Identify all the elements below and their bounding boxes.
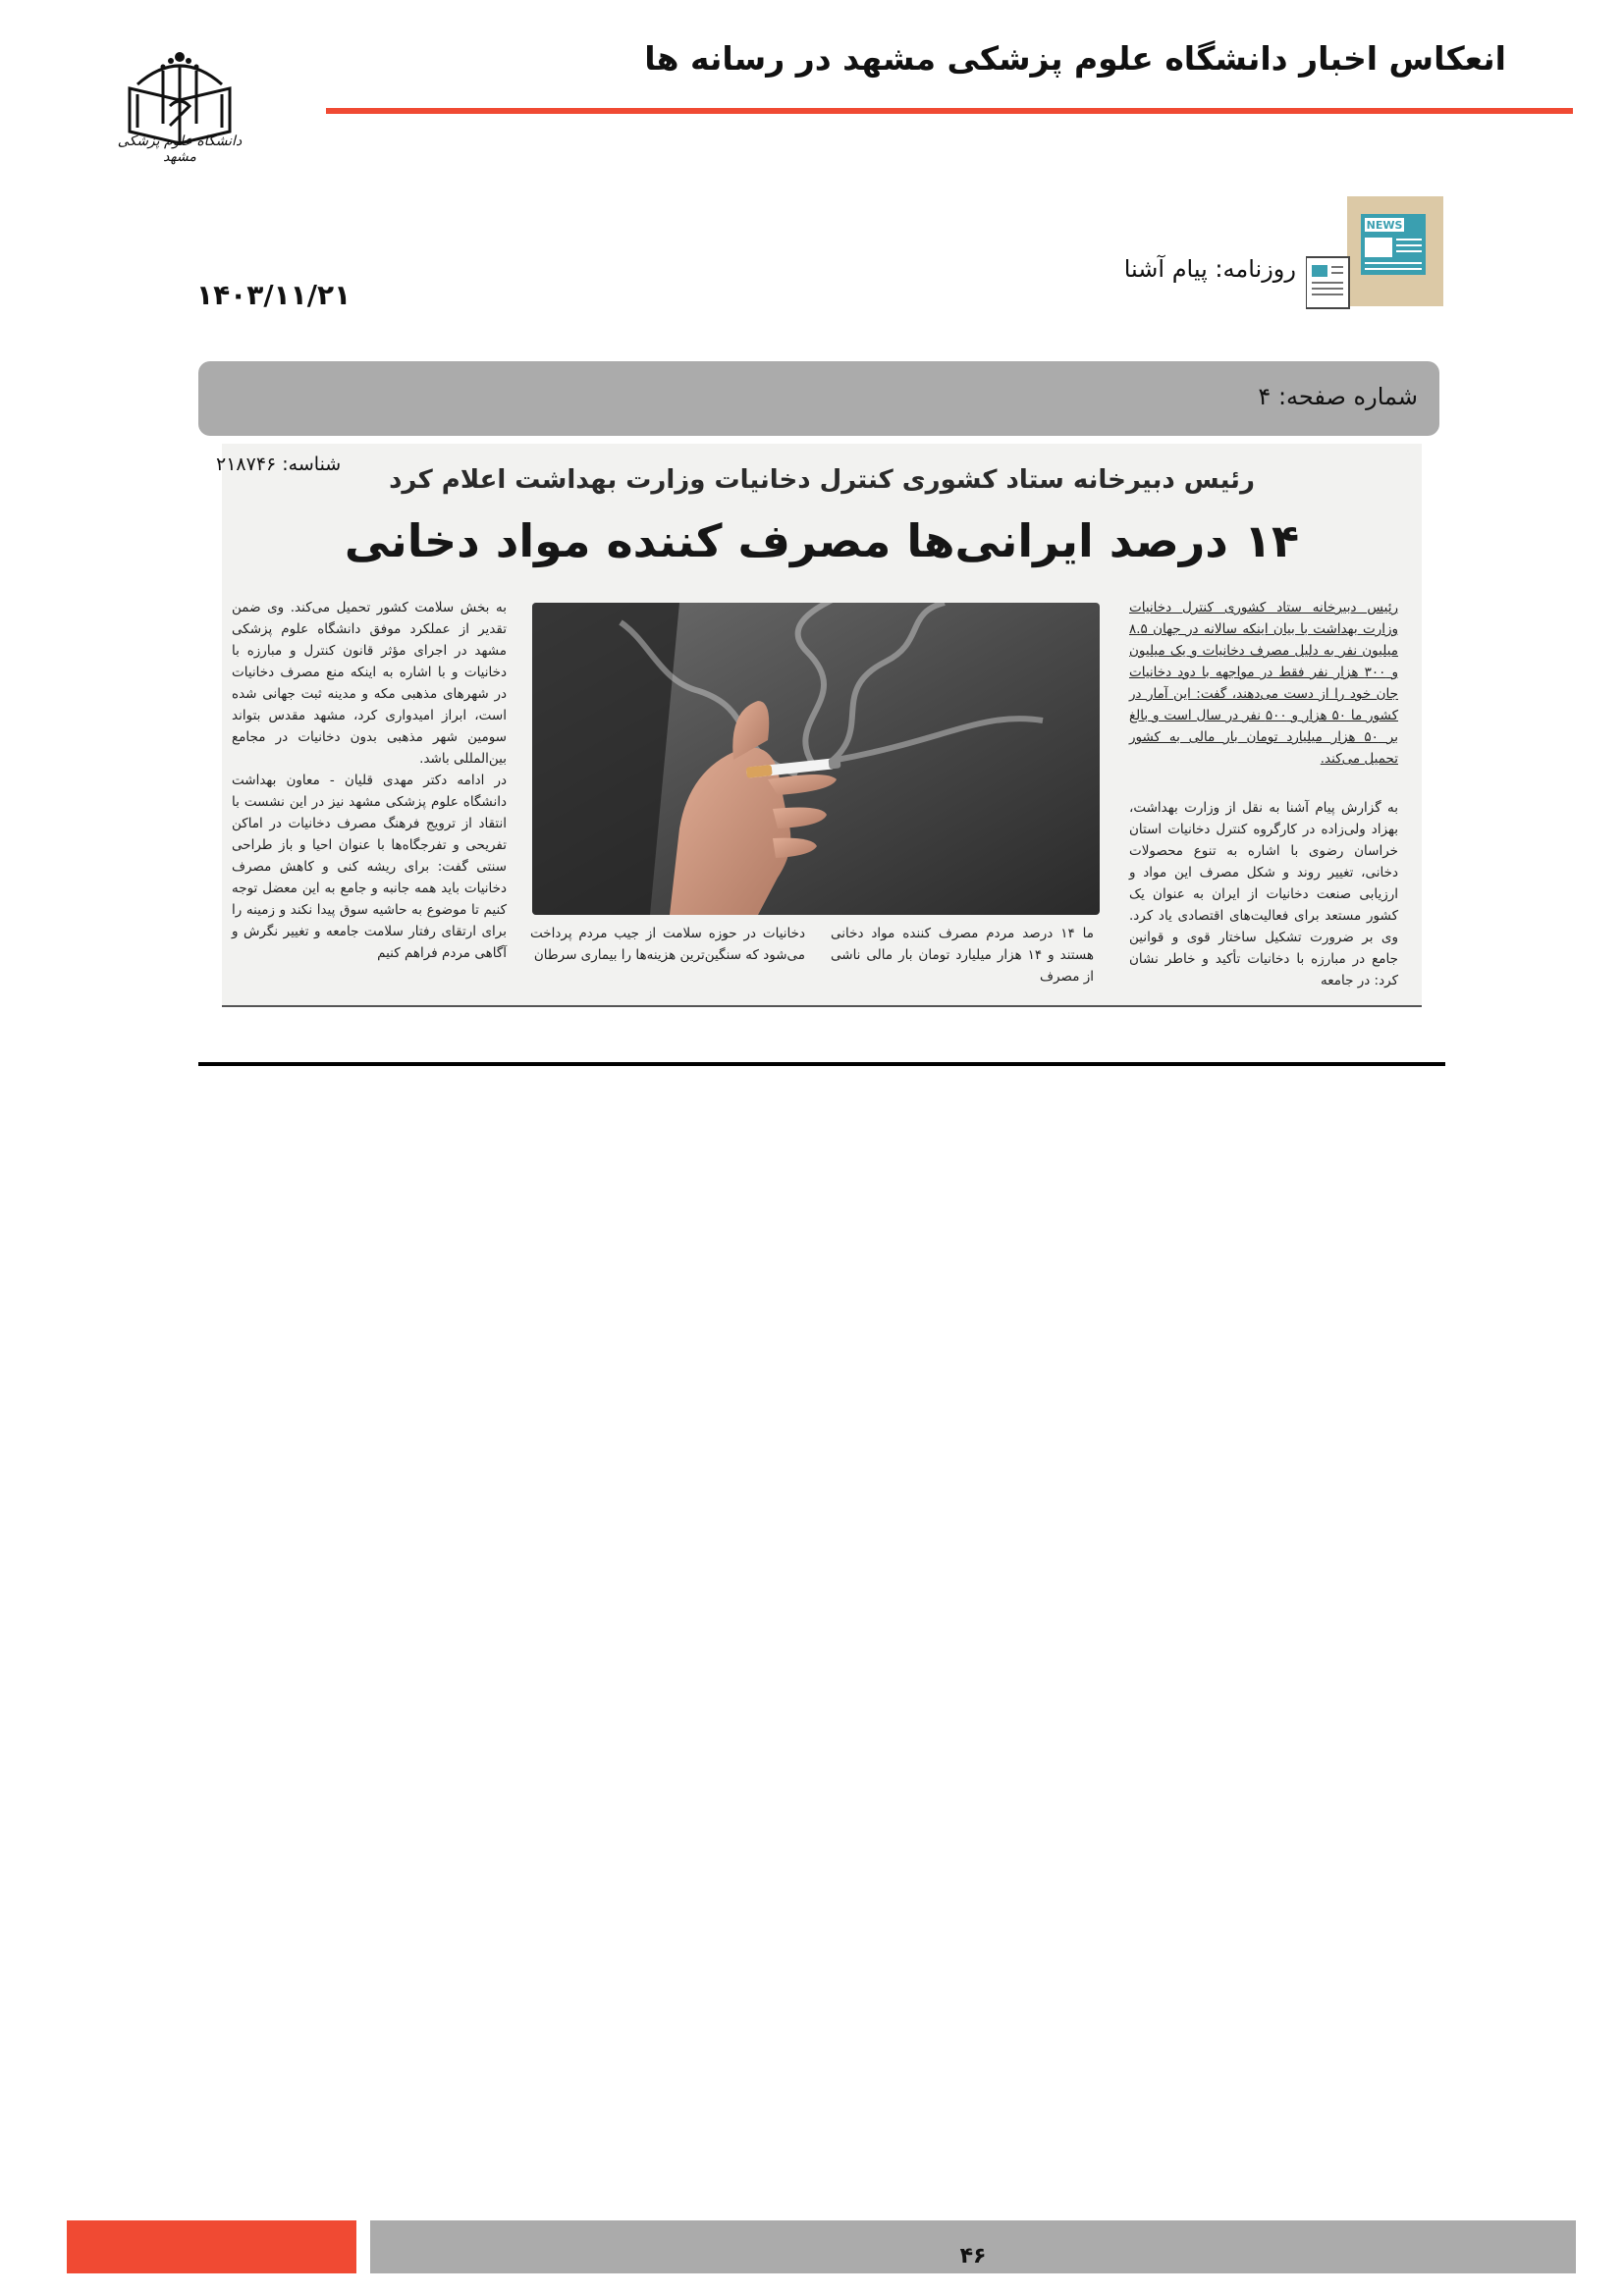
newspaper-name: روزنامه: پیام آشنا bbox=[1123, 255, 1296, 283]
article-headline: ۱۴ درصد ایرانی‌ها مصرف کننده مواد دخانی bbox=[344, 514, 1300, 567]
article-subtitle: رئیس دبیرخانه ستاد کشوری کنترل دخانیات وزارت بهداشت اعلام کرد bbox=[389, 465, 1255, 495]
article-column-right bbox=[1129, 597, 1398, 991]
header-divider bbox=[326, 108, 1573, 114]
logo-caption: دانشگاه علوم پزشکی مشهد bbox=[117, 133, 243, 165]
footer-accent-bar bbox=[67, 2220, 356, 2273]
page-number-bar bbox=[198, 361, 1439, 436]
article-column-bottom-right: ما ۱۴ درصد مردم مصرف کننده مواد دخانی هستند و ۱۴ هزار میلیارد تومان بار مالی ناشی از مصرف bbox=[831, 926, 1094, 985]
article-body-right: به گزارش پیام آشنا به نقل از وزارت بهداشت، بهزاد ولی‌زاده در کارگروه کنترل دخانیات استان خراسان رضوی با اشاره به تنوع محصولات دخانی، تغییر روند و شکل مصرف این مواد و ارزیابی صنعت دخانیات از ایران به عنوان یک کشور مستعد برای فعالیت‌های اقتصادی یاد کرد. وی بر ضرورت تشکیل ساختار قوی و قوانین جامع در مبارزه با دخانیات تأکید و خاطر نشان کرد: در جامعه bbox=[1129, 800, 1398, 988]
clipping-id: شناسه: ۲۱۸۷۴۶ bbox=[216, 454, 342, 475]
news-icon bbox=[1306, 196, 1443, 312]
footer-page-number: ۴۶ bbox=[959, 2244, 987, 2269]
article-column-left bbox=[232, 597, 507, 964]
header-title: انعکاس اخبار دانشگاه علوم پزشکی مشهد در رسانه ها bbox=[644, 39, 1506, 78]
section-divider bbox=[198, 1062, 1445, 1066]
article-paragraph-1: به بخش سلامت کشور تحمیل می‌کند. وی ضمن تقدیر از عملکرد موفق دانشگاه علوم پزشکی مشهد در اجرای مؤثر قانون کنترل و مبارزه با دخانیات و با اشاره به اینکه منع مصرف دخانیات در شهرهای مذهبی مکه و مدینه ثبت جهانی شده است، ابراز امیدواری کرد، مشهد مقدس بتواند سومین شهر مذهبی بدون دخانیات در مجامع بین‌المللی باشد. bbox=[232, 600, 507, 767]
page-number-label: شماره صفحه: ۴ bbox=[1258, 383, 1418, 410]
article-column-bottom-left: دخانیات در حوزه سلامت از جیب مردم پرداخت می‌شود که سنگین‌ترین هزینه‌ها را بیماری سرطان bbox=[530, 926, 805, 963]
article-lead: رئیس دبیرخانه ستاد کشوری کنترل دخانیات وزارت بهداشت با بیان اینکه سالانه در جهان ۸.۵ میلیون نفر به دلیل مصرف دخانیات و یک میلیون و ۳۰۰ هزار نفر فقط در مواجهه با دود دخانیات جان خود را از دست می‌دهند، گفت: این آمار در کشور ما ۵۰ هزار و ۵۰۰ نفر در سال است و بالغ بر ۵۰ هزار میلیارد تومان بار مالی به کشور تحمیل می‌کند. bbox=[1129, 600, 1399, 767]
article-paragraph-2: در ادامه دکتر مهدی قلیان - معاون بهداشت دانشگاه علوم پزشکی مشهد نیز در این نشست با انتقاد از ترویج فرهنگ مصرف دخانیات در اماکن تفریحی و تفرجگاه‌ها با عنوان احیا و باز طراحی سنتی گفت: برای ریشه کنی و کاهش مصرف دخانیات باید همه جانبه و جامع به این معضل توجه کنیم تا موضوع به حاشیه سوق پیدا نکند و زمینه را برای ارتقای رفتار سلامت جامعه و تغییر نگرش و آگاهی مردم فراهم کنیم bbox=[232, 773, 507, 961]
publish-date: ۱۴۰۳/۱۱/۲۱ bbox=[196, 279, 352, 311]
article-photo bbox=[532, 603, 1100, 915]
svg-text:NEWS: NEWS bbox=[1366, 219, 1403, 232]
